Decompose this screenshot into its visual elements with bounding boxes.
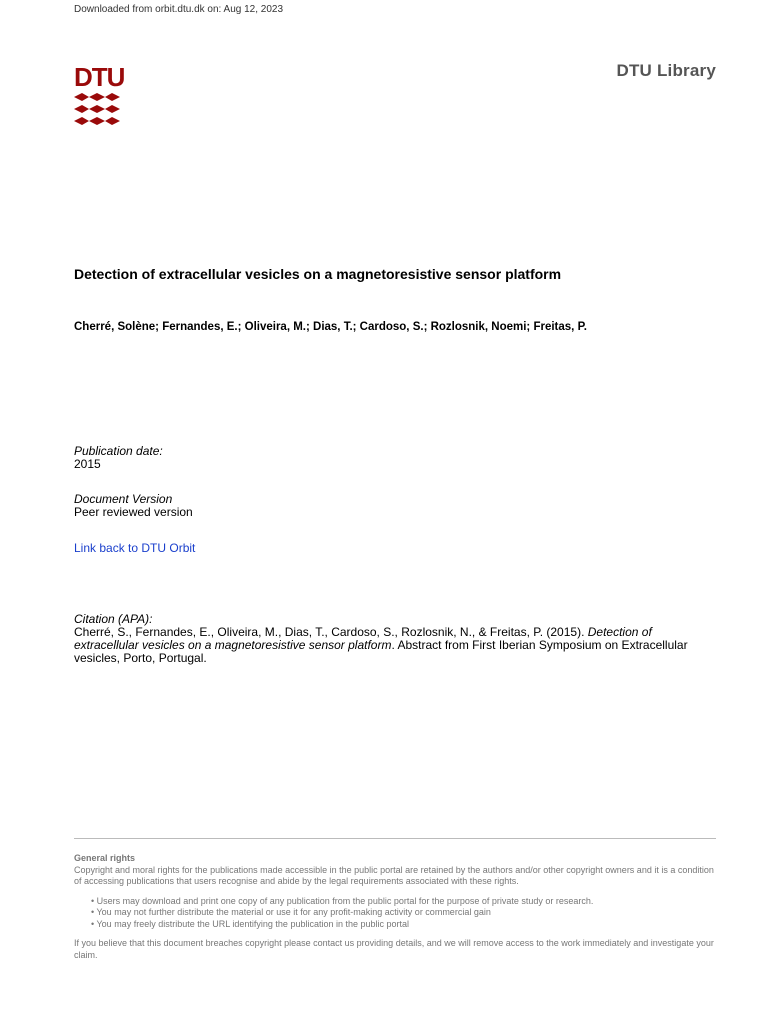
- paper-authors: Cherré, Solène; Fernandes, E.; Oliveira, M.; Dias, T.; Cardoso, S.; Rozlosnik, Noemi; Freitas, P.: [74, 321, 587, 333]
- rights-bullet: • You may not further distribute the material or use it for any profit-making activity or commercial gain: [100, 907, 719, 919]
- download-note: Downloaded from orbit.dtu.dk on: Aug 12, 2023: [74, 4, 284, 15]
- dtu-logo: [74, 62, 125, 126]
- orbit-link[interactable]: Link back to DTU Orbit: [74, 541, 196, 555]
- citation-title: Detection of extracellular vesicles on a magnetoresistive sensor platform: [74, 625, 652, 652]
- rights-bullet: • Users may download and print one copy of any publication from the public portal for the purpose of private study or research.: [100, 896, 719, 908]
- citation-suffix: . Abstract from First Iberian Symposium on Extracellular vesicles, Porto, Portugal.: [74, 638, 688, 665]
- general-rights: [74, 853, 719, 961]
- document-version-value: Peer reviewed version: [74, 505, 193, 519]
- rights-intro: Copyright and moral rights for the publications made accessible in the public portal are retained by the authors and/or other copyright owners and it is a condition of accessing publications that users recognise and abide by the legal requirements associated with these rights.: [74, 864, 714, 886]
- publication-date-label: Publication date:: [74, 444, 163, 458]
- citation-prefix: Cherré, S., Fernandes, E., Oliveira, M., Dias, T., Cardoso, S., Rozlosnik, N., & Freitas, P. (2015).: [74, 625, 588, 639]
- dtu-logo-emblem: [74, 93, 120, 127]
- dtu-logo-text: DTU: [74, 62, 125, 92]
- citation-text: [74, 626, 714, 665]
- dtu-library-label: DTU Library: [616, 61, 716, 80]
- rights-closing: If you believe that this document breaches copyright please contact us providing details, and we will remove access to the work immediately and investigate your claim.: [74, 938, 714, 960]
- citation-label: Citation (APA):: [74, 612, 153, 626]
- rights-bullet: • You may freely distribute the URL identifying the publication in the public portal: [100, 919, 719, 931]
- paper-title: Detection of extracellular vesicles on a magnetoresistive sensor platform: [74, 266, 562, 282]
- divider: [74, 838, 716, 839]
- rights-heading: General rights: [74, 853, 136, 863]
- rights-list: [74, 896, 719, 931]
- citation-block: [74, 613, 714, 665]
- document-version-label: Document Version: [74, 492, 173, 506]
- publication-date-value: 2015: [74, 457, 101, 471]
